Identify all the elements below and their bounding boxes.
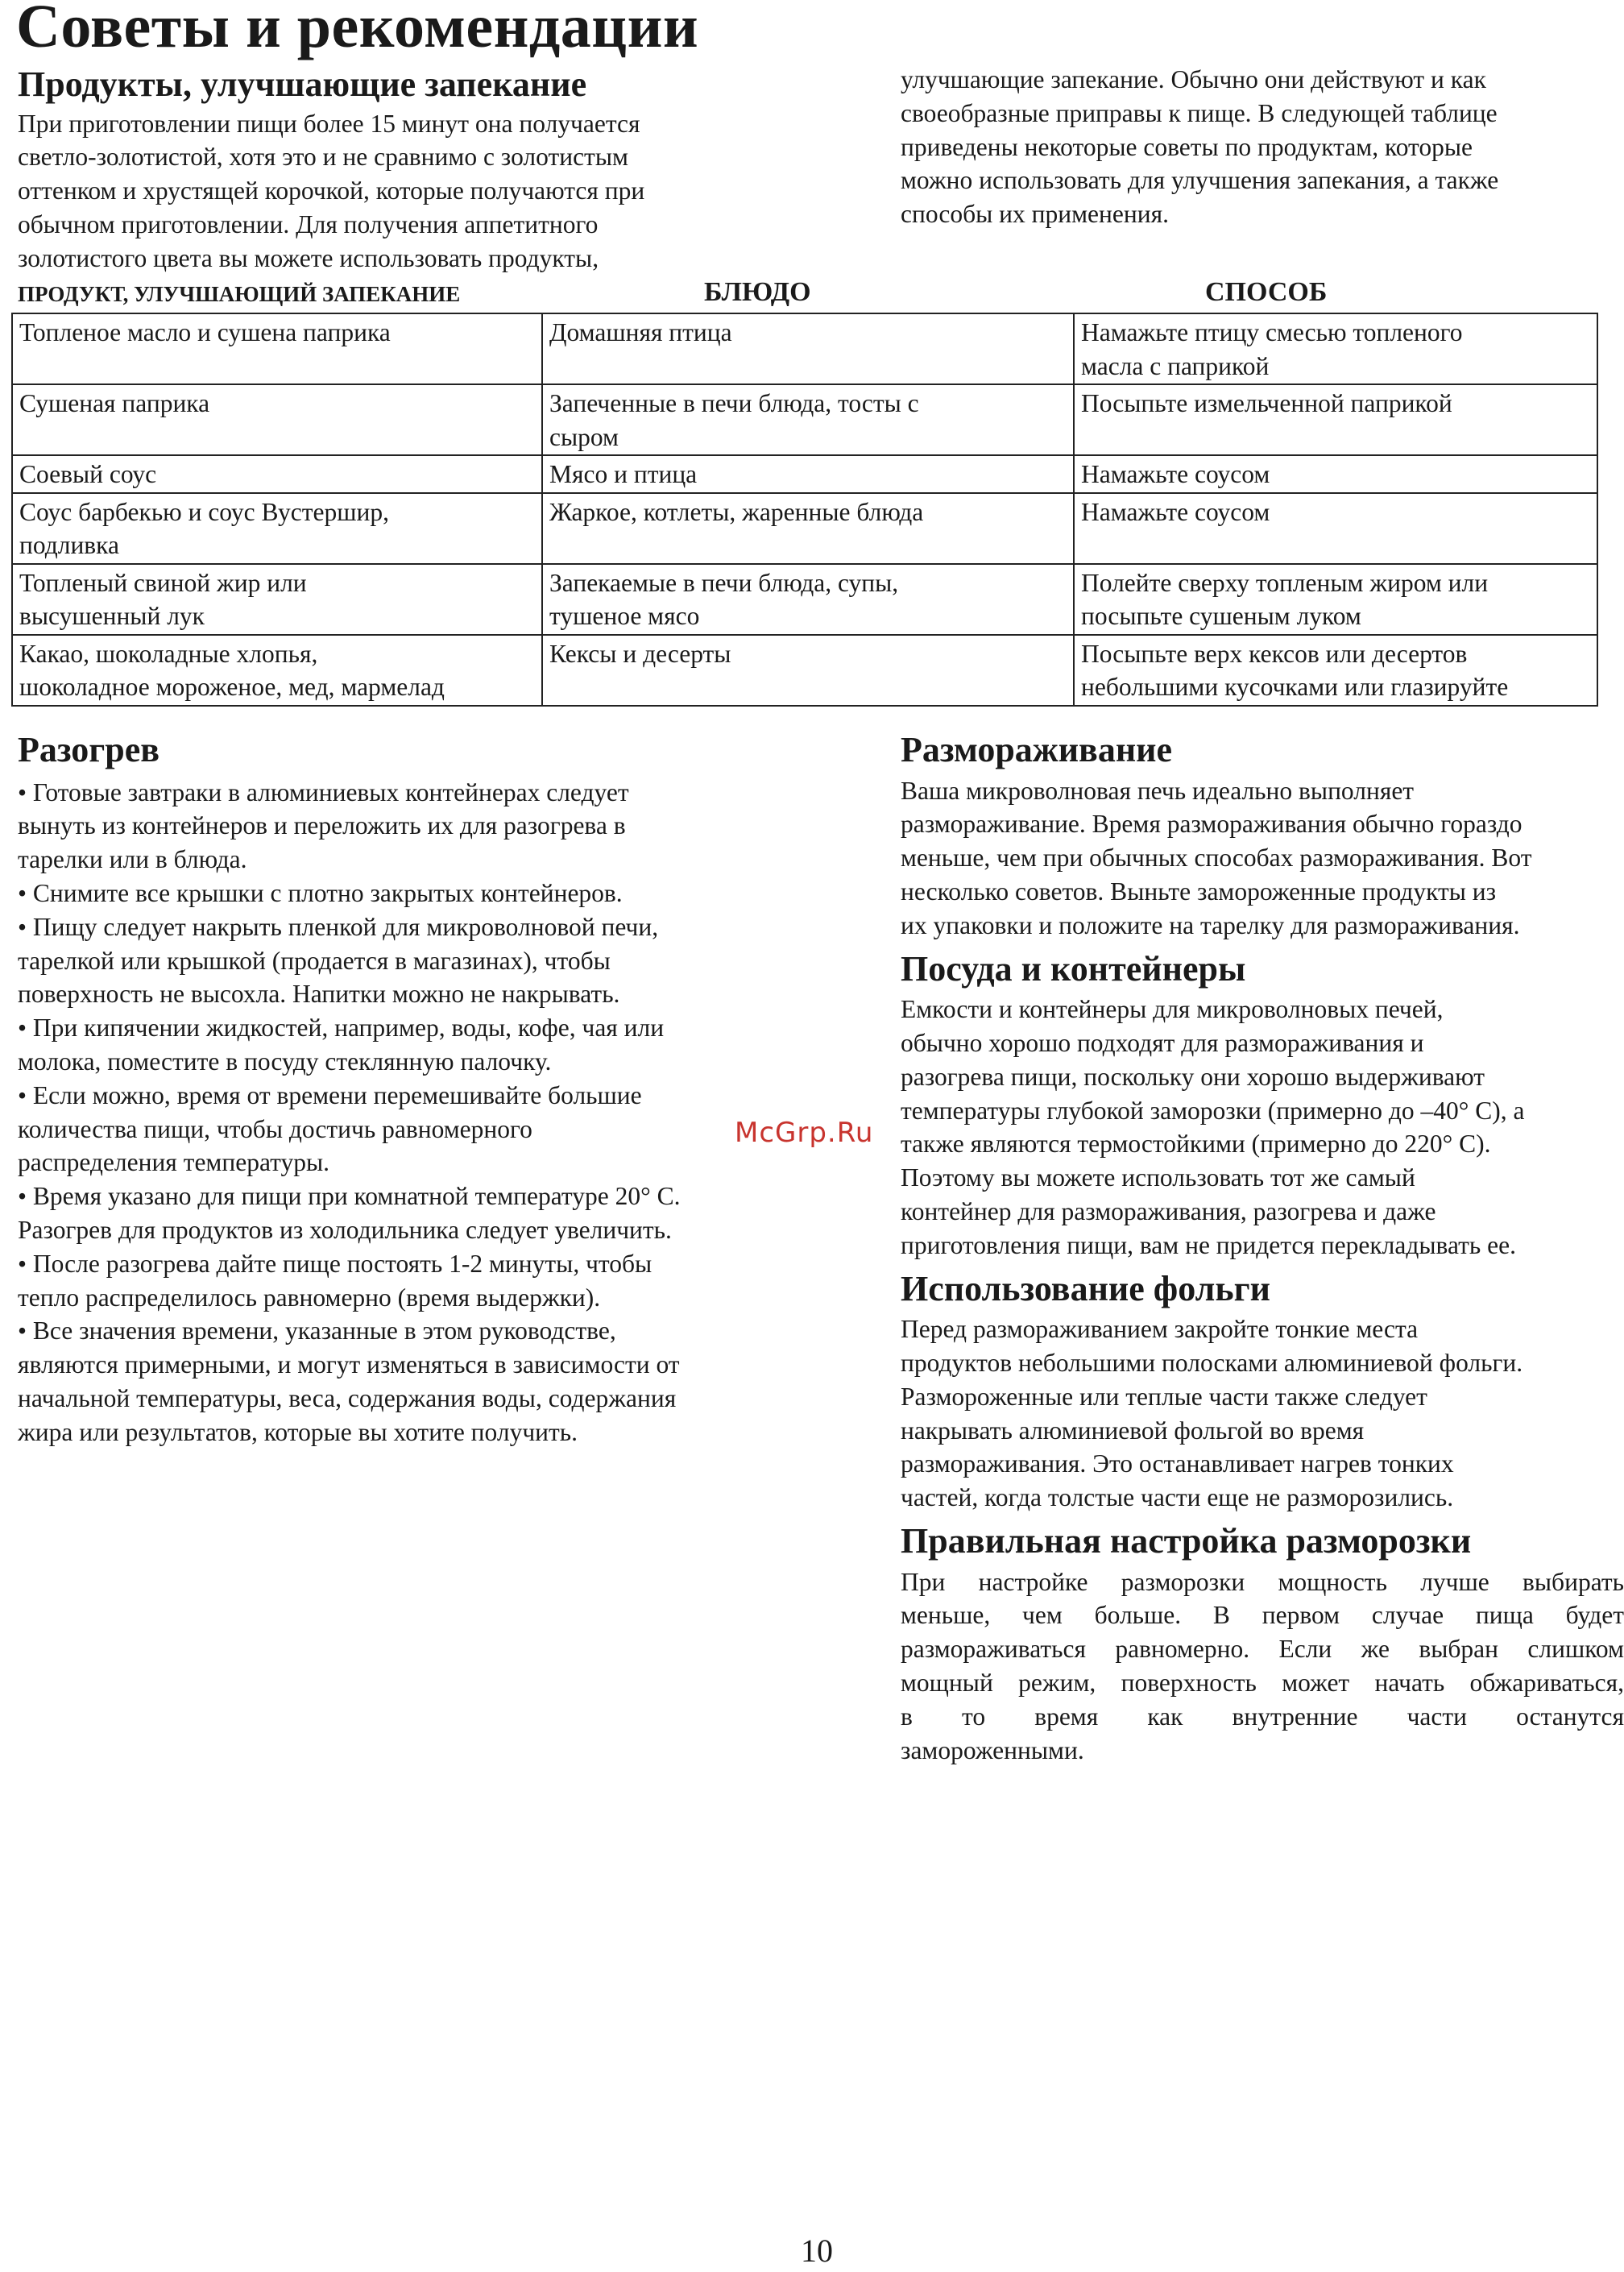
watermark: McGrp.Ru [735, 1117, 874, 1149]
header-product: ПРОДУКТ, УЛУЧШАЮЩИЙ ЗАПЕКАНИЕ [18, 282, 461, 306]
baking-text-left [18, 107, 872, 276]
reheat-heading: Разогрев [18, 730, 160, 769]
text-line: их упаковки и положите на тарелку для размораживания. [901, 910, 1520, 939]
cell-line: Кексы и десерты [549, 639, 731, 668]
text-line: тарелки или в блюда. [18, 845, 247, 874]
defrost-setting-heading: Правильная настройка разморозки [901, 1520, 1472, 1561]
table-row [12, 455, 1597, 493]
reheat-text [18, 776, 823, 1449]
cell-line: Посыпьте верх кексов или десертов [1081, 639, 1468, 668]
cell-product [12, 564, 542, 635]
cell-line: Намажьте соусом [1081, 460, 1270, 488]
cell-line: высушенный лук [19, 602, 205, 630]
cell-dish [542, 635, 1074, 706]
text-line: в то время как внутренние части останутся [901, 1702, 1624, 1731]
text-line: продуктов небольшими полосками алюминиевой фольги. [901, 1348, 1523, 1377]
text-line: поверхность не высохла. Напитки можно не накрывать. [18, 980, 620, 1009]
text-line: • После разогрева дайте пище постоять 1-2 минуты, чтобы [18, 1249, 652, 1278]
text-line: Перед размораживанием закройте тонкие места [901, 1315, 1419, 1344]
text-line: количества пищи, чтобы достичь равномерного [18, 1114, 532, 1143]
text-line: начальной температуры, веса, содержания воды, содержания [18, 1383, 677, 1412]
text-line: температуры глубокой заморозки (примерно до –40° С), а [901, 1096, 1525, 1125]
baking-tips-table [11, 313, 1598, 707]
text-line: тарелкой или крышкой (продается в магазинах), чтобы [18, 946, 611, 975]
cell-line: Посыпьте измельченной паприкой [1081, 389, 1452, 417]
cell-line: масла с паприкой [1081, 351, 1270, 380]
cell-method [1074, 384, 1597, 455]
table-row [12, 493, 1597, 564]
defrost-text [901, 774, 1624, 943]
page-number: 10 [801, 2233, 833, 2269]
text-line: Размороженные или теплые части также следует [901, 1382, 1427, 1411]
cell-line: Соус барбекью и соус Вустершир, [19, 497, 390, 526]
table-row [12, 635, 1597, 706]
foil-heading: Использование фольги [901, 1268, 1270, 1308]
text-line: светло-золотистой, хотя это и не сравнимо с золотистым [18, 143, 628, 172]
page-title: Советы и рекомендации [16, 0, 699, 60]
foil-text [901, 1312, 1624, 1515]
cell-line: Запекаемые в печи блюда, супы, [549, 568, 899, 597]
text-line: Емкости и контейнеры для микроволновых печей, [901, 995, 1444, 1024]
cell-line: Соевый соус [19, 460, 157, 488]
text-line: оттенком и хрустящей корочкой, которые получаются при [18, 176, 645, 205]
text-line: меньше, чем больше. В первом случае пища будет [901, 1601, 1624, 1630]
cell-line: Намажьте соусом [1081, 497, 1270, 526]
text-line: приготовления пищи, вам не придется перекладывать ее. [901, 1230, 1517, 1259]
cell-product [12, 384, 542, 455]
text-line: также являются термостойкими (примерно до 220° С). [901, 1130, 1491, 1159]
cell-line: Намажьте птицу смесью топленого [1081, 318, 1463, 346]
cell-line: Полейте сверху топленым жиром или [1081, 568, 1489, 597]
text-line: • Время указано для пищи при комнатной температуре 20° С. [18, 1182, 681, 1211]
text-line: распределения температуры. [18, 1148, 329, 1177]
cell-dish [542, 564, 1074, 635]
cell-method [1074, 455, 1597, 493]
text-line: накрывать алюминиевой фольгой во время [901, 1416, 1365, 1445]
defrost-setting-text [901, 1565, 1624, 1768]
cell-product [12, 493, 542, 564]
right-column [901, 730, 1624, 1767]
text-line: контейнер для размораживания, разогрева и даже [901, 1196, 1436, 1225]
cell-product [12, 455, 542, 493]
text-line: разогрева пищи, поскольку они хорошо выдерживают [901, 1062, 1485, 1091]
text-line: можно использовать для улучшения запекания, а также [901, 166, 1499, 195]
text-line: являются примерными, и могут изменяться в зависимости от [18, 1350, 680, 1379]
header-dish: БЛЮДО [704, 277, 811, 307]
text-line: молока, поместите в посуду стеклянную палочку. [18, 1047, 552, 1076]
cell-method [1074, 564, 1597, 635]
text-line: • Пищу следует накрыть пленкой для микроволновой печи, [18, 912, 659, 941]
cell-line: Топленое масло и сушена паприка [19, 318, 391, 346]
text-line: • Снимите все крышки с плотно закрытых контейнеров. [18, 878, 623, 907]
text-line: Поэтому вы можете использовать тот же самый [901, 1163, 1415, 1192]
text-line: вынуть из контейнеров и переложить их для разогрева в [18, 811, 626, 840]
cell-dish [542, 455, 1074, 493]
text-line: • Готовые завтраки в алюминиевых контейнерах следует [18, 777, 629, 806]
table-row [12, 564, 1597, 635]
cell-dish [542, 384, 1074, 455]
text-line: • Все значения времени, указанные в этом руководстве, [18, 1316, 616, 1345]
text-line: меньше, чем при обычных способах размораживания. Вот [901, 844, 1532, 873]
table-row [12, 384, 1597, 455]
cell-method [1074, 635, 1597, 706]
cookware-text [901, 993, 1624, 1262]
text-line: Разогрев для продуктов из холодильника следует увеличить. [18, 1215, 672, 1244]
cell-line: Домашняя птица [549, 318, 732, 346]
text-line: При настройке разморозки мощность лучше выбирать [901, 1567, 1624, 1596]
text-line: При приготовлении пищи более 15 минут она получается [18, 109, 640, 138]
text-line: • Если можно, время от времени перемешивайте большие [18, 1080, 642, 1109]
text-line: способы их применения. [901, 200, 1169, 229]
cell-line: Топленый свиной жир или [19, 568, 307, 597]
text-line: размораживания. Это останавливает нагрев тонких [901, 1449, 1454, 1478]
cookware-heading: Посуда и контейнеры [901, 948, 1246, 989]
text-line: несколько советов. Выньте замороженные продукты из [901, 877, 1497, 906]
text-line: Ваша микроволновая печь идеально выполняет [901, 776, 1415, 805]
text-line: своеобразные приправы к пище. В следующей таблице [901, 98, 1498, 127]
cell-dish [542, 313, 1074, 384]
text-line: размораживание. Время размораживания обычно гораздо [901, 810, 1522, 839]
text-line: замороженными. [901, 1735, 1084, 1764]
cell-line: Какао, шоколадные хлопья, [19, 639, 318, 668]
text-line: жира или результатов, которые вы хотите получить. [18, 1417, 578, 1446]
cell-product [12, 635, 542, 706]
cell-method [1074, 493, 1597, 564]
text-line: обычном приготовлении. Для получения аппетитного [18, 209, 599, 238]
cell-line: Сушеная паприка [19, 389, 210, 417]
text-line: • При кипячении жидкостей, например, воды, кофе, чая или [18, 1014, 665, 1043]
cell-dish [542, 493, 1074, 564]
table-header [18, 277, 1597, 309]
text-line: тепло распределилось равномерно (время выдержки). [18, 1283, 601, 1312]
table-body [12, 313, 1597, 706]
cell-product [12, 313, 542, 384]
cell-line: подливка [19, 531, 119, 559]
text-line: частей, когда толстые части еще не разморозились. [901, 1483, 1454, 1512]
defrost-heading: Размораживание [901, 730, 1173, 769]
cell-line: сыром [549, 422, 619, 451]
text-line: приведены некоторые советы по продуктам, которые [901, 132, 1473, 161]
cell-line: Жаркое, котлеты, жаренные блюда [549, 497, 924, 526]
cell-method [1074, 313, 1597, 384]
reheat-section [18, 730, 823, 1449]
text-line: золотистого цвета вы можете использовать продукты, [18, 243, 599, 272]
table-row [12, 313, 1597, 384]
cell-line: Запеченные в печи блюда, тосты с [549, 389, 919, 417]
cell-line: посыпьте сушеным луком [1081, 602, 1361, 630]
cell-line: шоколадное мороженое, мед, мармелад [19, 673, 445, 701]
baking-heading: Продукты, улучшающие запекание [18, 64, 587, 104]
text-line: улучшающие запекание. Обычно они действуют и как [901, 65, 1486, 93]
baking-intro-left [18, 64, 872, 276]
cell-line: небольшими кусочками или глазируйте [1081, 673, 1509, 701]
header-method: СПОСОБ [1205, 277, 1328, 307]
baking-text-right [901, 63, 1610, 231]
text-line: мощный режим, поверхность может начать обжариваться, [901, 1668, 1624, 1697]
cell-line: тушеное мясо [549, 602, 700, 630]
text-line: размораживаться равномерно. Если же выбран слишком [901, 1635, 1624, 1664]
baking-intro-right [901, 63, 1610, 231]
text-line: обычно хорошо подходят для размораживания и [901, 1028, 1424, 1057]
cell-line: Мясо и птица [549, 460, 698, 488]
